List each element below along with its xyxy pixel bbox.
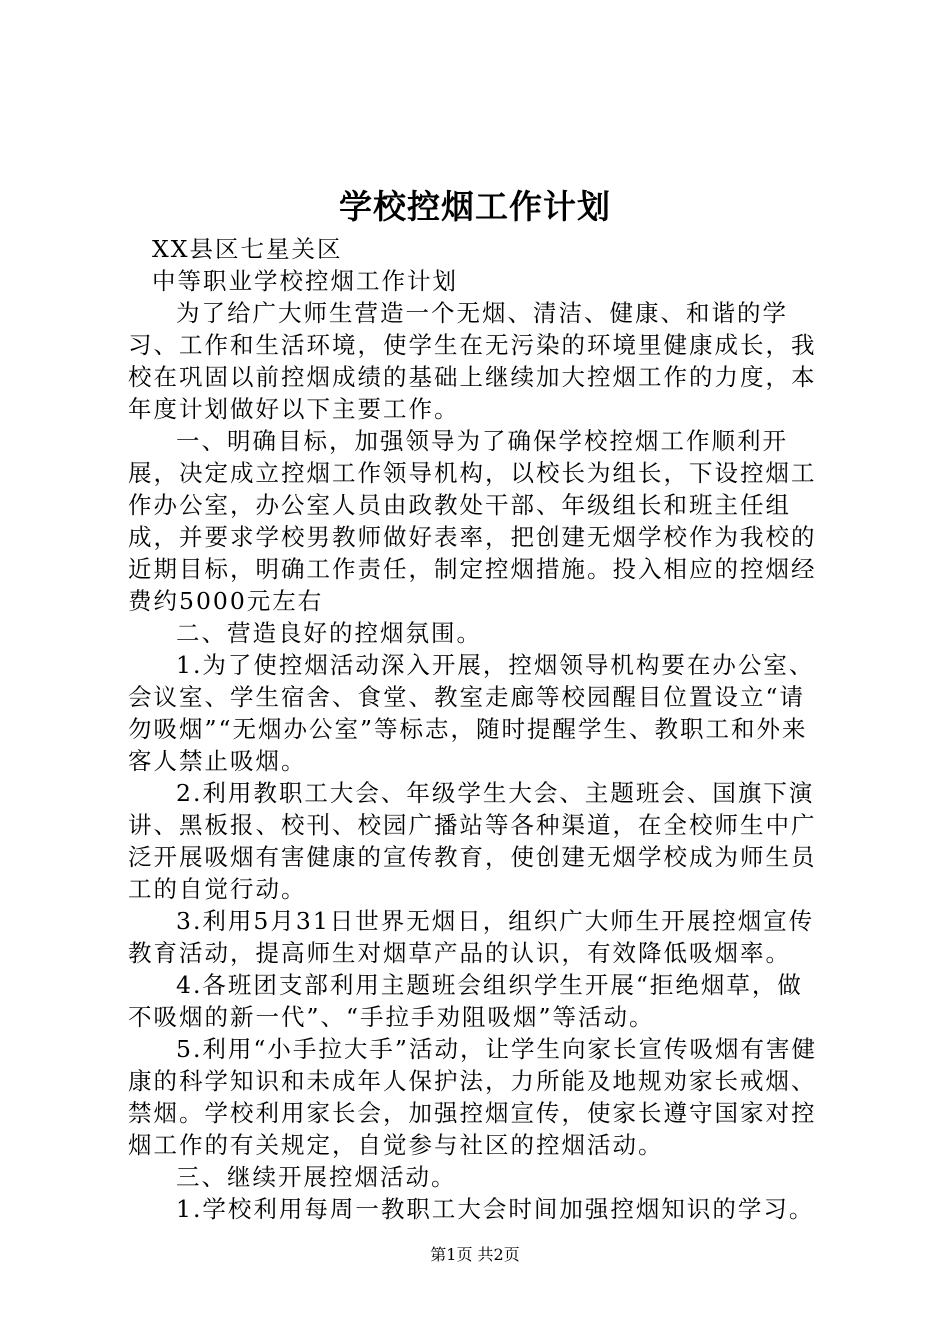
paragraph-item-2-3: 3.利用5月31日世界无烟日，组织广大师生开展控烟宣传教育活动，提高师生对烟草产品的认识，有效降低吸烟率。 [128,907,815,967]
paragraph-item-2-1: 1.为了使控烟活动深入开展，控烟领导机构要在办公室、会议室、学生宿舍、食堂、教室走廊等校园醒目位置设立“请勿吸烟”“无烟办公室”等标志，随时提醒学生、教职工和外来客人禁止吸烟。 [128,651,815,775]
paragraph-subtitle: 中等职业学校控烟工作计划 [152,267,458,295]
paragraph-item-2-2: 2.利用教职工大会、年级学生大会、主题班会、国旗下演讲、黑板报、校刊、校园广播站等各种渠道，在全校师生中广泛开展吸烟有害健康的宣传教育，使创建无烟学校成为师生员工的自觉行动。 [128,779,817,903]
paragraph-item-2-5: 5.利用“小手拉大手”活动，让学生向家长宣传吸烟有害健康的科学知识和未成年人保护法，力所能及地规劝家长戒烟、禁烟。学校利用家长会，加强控烟宣传，使家长遵守国家对控烟工作的有关规定，自觉参与社区的控烟活动。 [128,1035,817,1159]
paragraph-item-2-4: 4.各班团支部利用主题班会组织学生开展“拒绝烟草，做不吸烟的新一代”、“手拉手劝阻吸烟”等活动。 [128,971,803,1031]
document-title: 学校控烟工作计划 [339,187,611,226]
paragraph-section-1: 一、明确目标，加强领导为了确保学校控烟工作顺利开展，决定成立控烟工作领导机构，以校长为组长，下设控烟工作办公室，办公室人员由政教处干部、年级组长和班主任组成，并要求学校男教师做好表率，把创建无烟学校作为我校的近期目标，明确工作责任，制定控烟措施。投入相应的控烟经费约5000元左右 [128,427,817,615]
paragraph-item-3-1: 1.学校利用每周一教职工大会时间加强控烟知识的学习。 [176,1195,815,1223]
paragraph-section-2-heading: 二、营造良好的控烟氛围。 [176,619,482,647]
paragraph-intro: 为了给广大师生营造一个无烟、清洁、健康、和谐的学习、工作和生活环境，使学生在无污染的环境里健康成长，我校在巩固以前控烟成绩的基础上继续加大控烟工作的力度，本年度计划做好以下主要工作。 [128,299,817,423]
document-body [128,233,828,1225]
page-footer: 第1页 共2页 [430,1245,520,1264]
paragraph-section-3-heading: 三、继续开展控烟活动。 [176,1163,457,1191]
paragraph-district: XX县区七星关区 [152,235,343,263]
